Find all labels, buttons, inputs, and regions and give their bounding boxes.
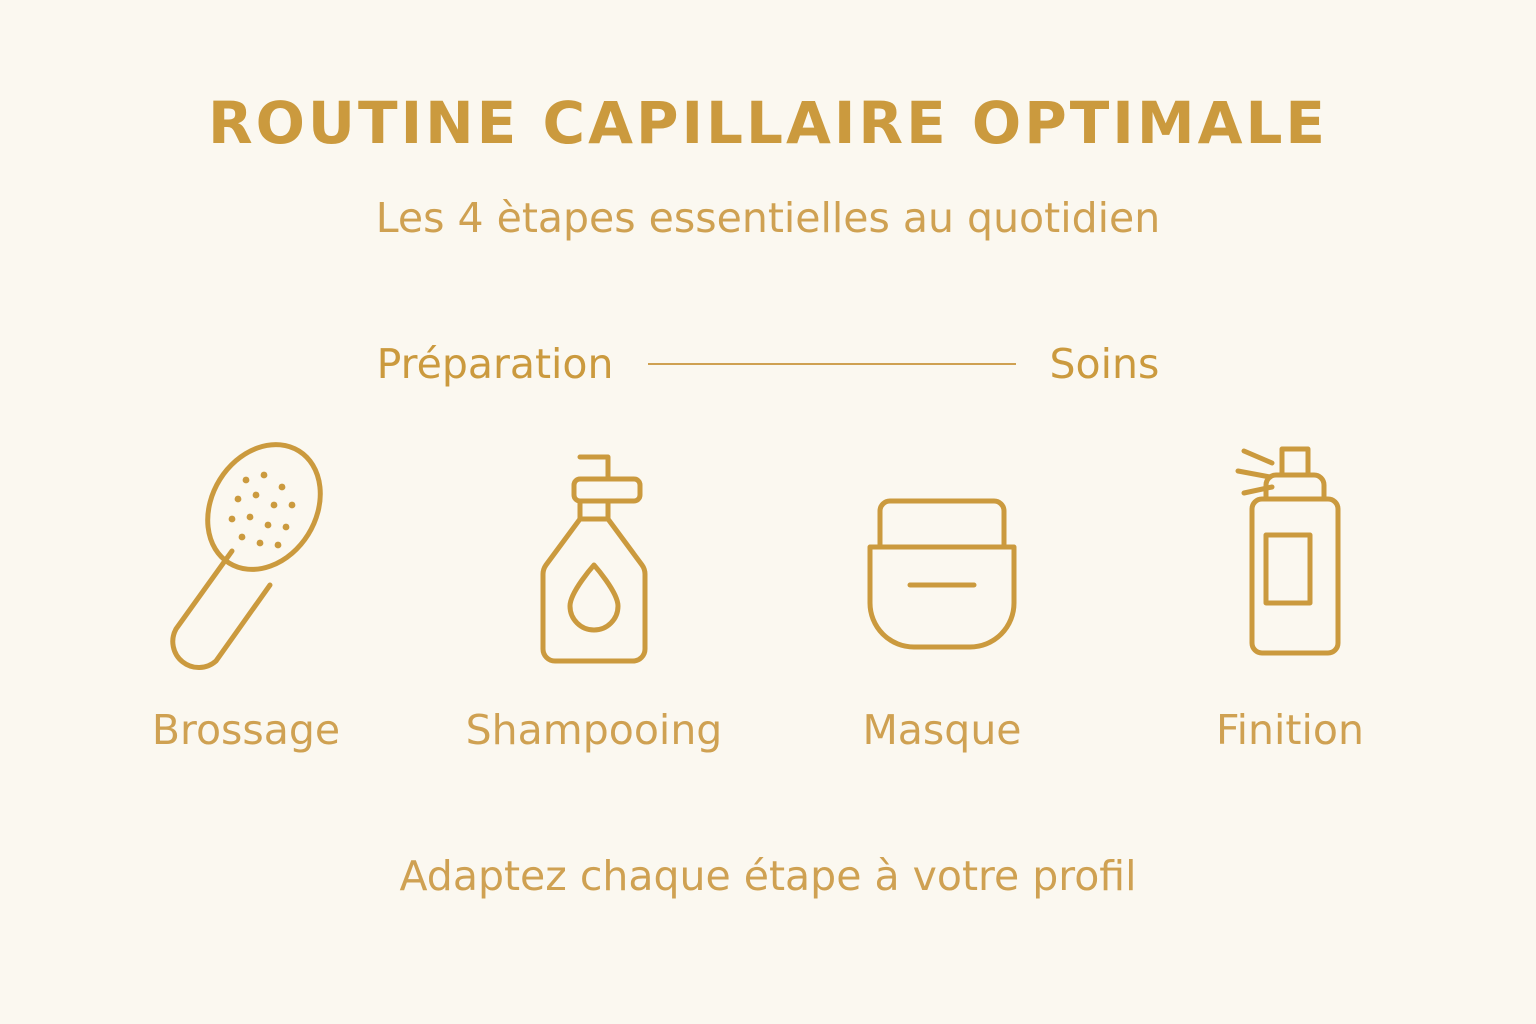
- steps-row: [96, 430, 1440, 753]
- step-label-masque: Masque: [862, 706, 1022, 754]
- phase-label-soins: Soins: [1049, 340, 1160, 388]
- footer-note: Adaptez chaque étape à votre profil: [399, 852, 1137, 900]
- phase-connector-line: [648, 363, 1016, 365]
- page-subtitle: Les 4 ètapes essentielles au quotidien: [375, 194, 1161, 242]
- step-label-finition: Finition: [1216, 706, 1364, 754]
- phase-row: [0, 340, 1536, 388]
- step-masque: [792, 430, 1092, 753]
- hair-brush-icon: [146, 430, 346, 690]
- step-label-shampooing: Shampooing: [465, 706, 723, 754]
- phase-label-preparation: Préparation: [376, 340, 614, 388]
- shampoo-bottle-icon: [494, 430, 694, 690]
- step-brossage: [96, 430, 396, 753]
- spray-bottle-icon: [1190, 430, 1390, 690]
- hair-mask-jar-icon: [832, 430, 1052, 690]
- step-finition: [1140, 430, 1440, 753]
- step-shampooing: [444, 430, 744, 753]
- page-title: ROUTINE CAPILLAIRE OPTIMALE: [207, 89, 1329, 157]
- step-label-brossage: Brossage: [151, 706, 341, 754]
